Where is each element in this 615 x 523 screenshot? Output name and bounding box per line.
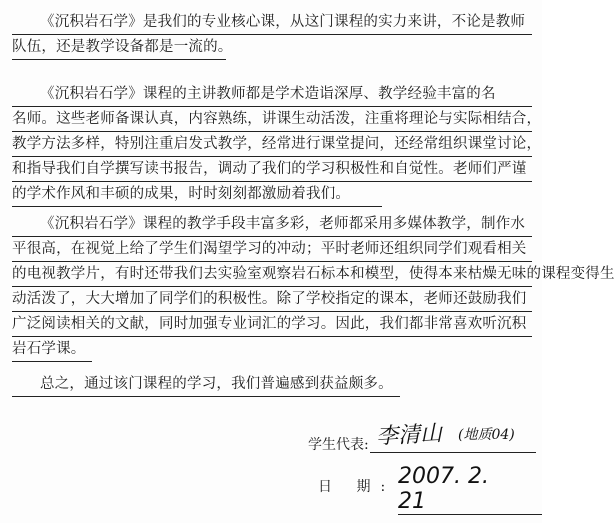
text-line: 的电视教学片，有时还带我们去实验室观察岩石标本和模型，使得本来枯燥无味的课程变得生 (12, 262, 532, 287)
paragraph-2 (12, 82, 542, 207)
text-line: 教学方法多样，特别注重启发式教学，经常进行课堂提问，还经常组织课堂讨论， (12, 132, 532, 157)
text-line: 广泛阅读相关的文献，同时加强专业词汇的学习。因此，我们都非常喜欢听沉积 (12, 312, 532, 337)
text-line: 动活泼了，大大增加了同学们的积极性。除了学校指定的课本，老师还鼓励我们 (12, 287, 532, 312)
paragraph-1 (12, 10, 532, 60)
handwritten-signature: 李清山 (375, 421, 443, 450)
text-line: 《沉积岩石学》课程的教学手段丰富多彩，老师都采用多媒体教学，制作水 (12, 212, 532, 237)
text-line: 岩石学课。 (12, 337, 92, 362)
signature-underline (370, 452, 536, 453)
date-label: 日 期: (318, 479, 396, 495)
text-line: 《沉积岩石学》课程的主讲教师都是学术造诣深厚、教学经验丰富的名 (12, 82, 532, 107)
handwritten-date: 2007. 2. 21 (398, 464, 542, 515)
text-line: 总之，通过该门课程的学习，我们普遍感到获益颇多。 (12, 372, 400, 397)
text-line: 的学术作风和丰硕的成果，时时刻刻都激励着我们。 (12, 182, 382, 207)
text-line: 《沉积岩石学》是我们的专业核心课，从这门课程的实力来讲，不论是教师 (12, 10, 532, 35)
text-line: 平很高，在视觉上给了学生们渴望学习的冲动；平时老师还组织同学们观看相关 (12, 237, 532, 262)
signature-class-note: (地质04) (458, 427, 515, 443)
signer-label: 学生代表: (308, 437, 369, 453)
text-line: 和指导我们自学撰写读书报告，调动了我们的学习积极性和自觉性。老师们严谨 (12, 157, 532, 182)
paragraph-3 (12, 212, 615, 362)
paragraph-4 (12, 372, 532, 397)
text-line: 队伍，还是教学设备都是一流的。 (12, 35, 226, 60)
text-line: 名师。这些老师备课认真，内容熟练，讲课生动活泼，注重将理论与实际相结合， (12, 107, 532, 132)
